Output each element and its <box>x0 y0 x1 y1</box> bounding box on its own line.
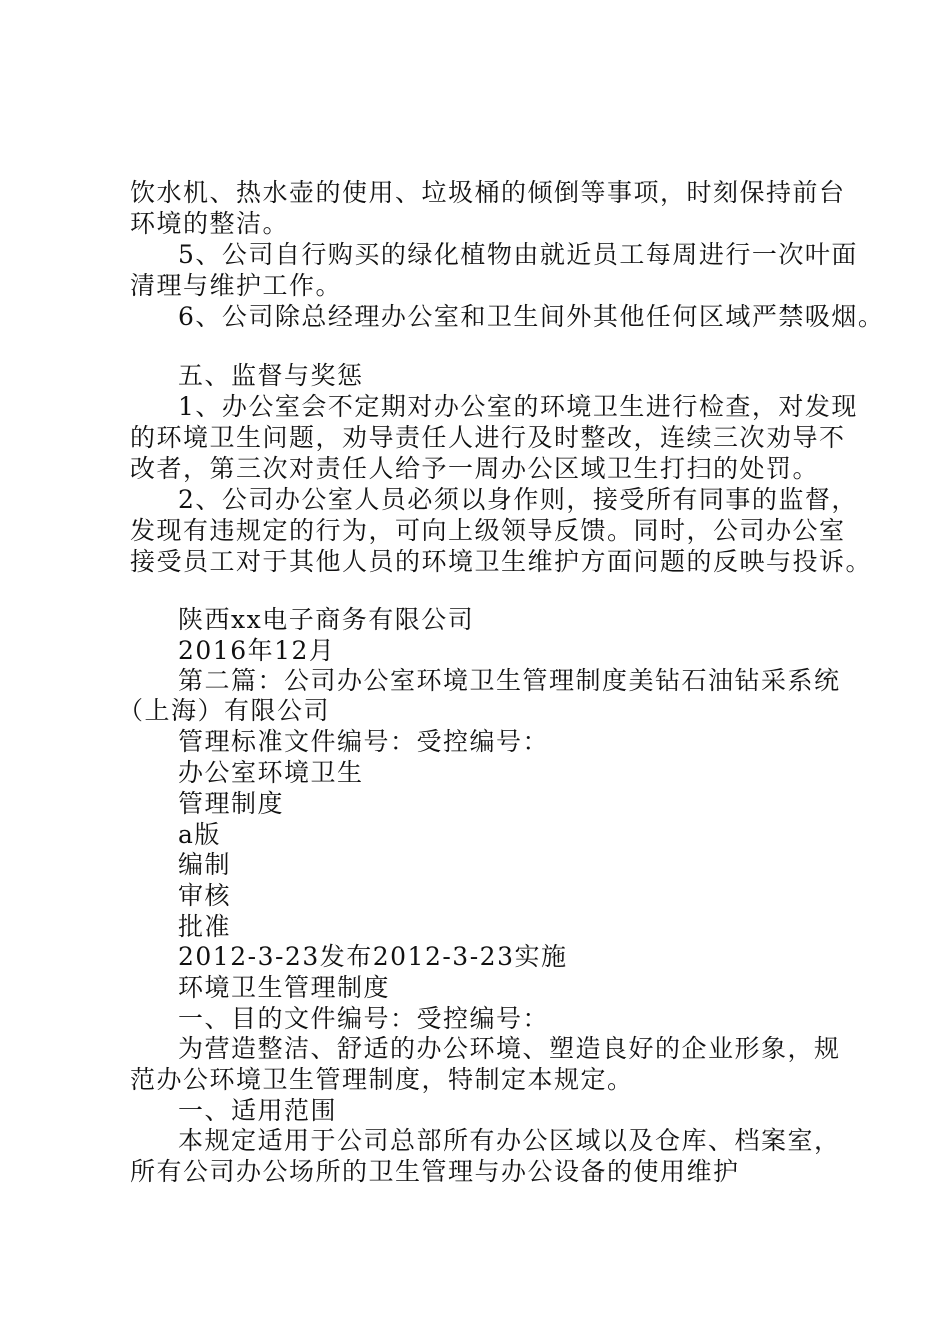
list-item-2-line: 发现有违规定的行为，可向上级领导反馈。同时，公司办公室 <box>130 516 846 545</box>
list-item-1-line: 改者，第三次对责任人给予一周办公区域卫生打扫的处罚。 <box>130 454 820 483</box>
part-title-line: 第二篇：公司办公室环境卫生管理制度美钻石油钻采系统 <box>178 666 841 695</box>
doc-name: 办公室环境卫生 <box>178 758 364 787</box>
list-item-6: 6、公司除总经理办公室和卫生间外其他任何区域严禁吸烟。 <box>178 302 885 331</box>
doc-version: a版 <box>178 820 221 849</box>
list-item-1-line: 的环境卫生问题，劝导责任人进行及时整改，连续三次劝导不 <box>130 423 846 452</box>
paragraph-line: 环境的整洁。 <box>130 209 290 238</box>
list-item-1-line: 1、办公室会不定期对办公室的环境卫生进行检查，对发现 <box>178 392 858 421</box>
list-item-5-line: 5、公司自行购买的绿化植物由就近员工每周进行一次叶面 <box>178 240 858 269</box>
section-heading: 五、监督与奖惩 <box>178 361 364 390</box>
approved-label: 批准 <box>178 912 232 941</box>
scope-heading: 一、适用范围 <box>178 1096 338 1125</box>
doc-number: 管理标准文件编号：受控编号： <box>178 727 550 756</box>
part-title-line: （上海）有限公司 <box>118 696 331 725</box>
paragraph-line: 饮水机、热水壶的使用、垃圾桶的倾倒等事项，时刻保持前台 <box>130 178 846 207</box>
purpose-heading: 一、目的文件编号：受控编号： <box>178 1004 550 1033</box>
doc-name: 管理制度 <box>178 789 285 818</box>
signature-date: 2016年12月 <box>178 636 336 665</box>
list-item-2-line: 接受员工对于其他人员的环境卫生维护方面问题的反映与投诉。 <box>130 547 873 576</box>
scope-line: 所有公司办公场所的卫生管理与办公设备的使用维护 <box>130 1157 740 1186</box>
list-item-5-line: 清理与维护工作。 <box>130 271 343 300</box>
prepared-label: 编制 <box>178 850 232 879</box>
purpose-line: 为营造整洁、舒适的办公环境、塑造良好的企业形象，规 <box>178 1034 841 1063</box>
subtitle: 环境卫生管理制度 <box>178 973 391 1002</box>
list-item-2-line: 2、公司办公室人员必须以身作则，接受所有同事的监督， <box>178 485 858 514</box>
release-dates: 2012-3-23发布2012-3-23实施 <box>178 942 568 971</box>
purpose-line: 范办公环境卫生管理制度，特制定本规定。 <box>130 1065 634 1094</box>
scope-line: 本规定适用于公司总部所有办公区域以及仓库、档案室， <box>178 1126 841 1155</box>
signature-company: 陕西xx电子商务有限公司 <box>178 605 475 634</box>
reviewed-label: 审核 <box>178 881 232 910</box>
